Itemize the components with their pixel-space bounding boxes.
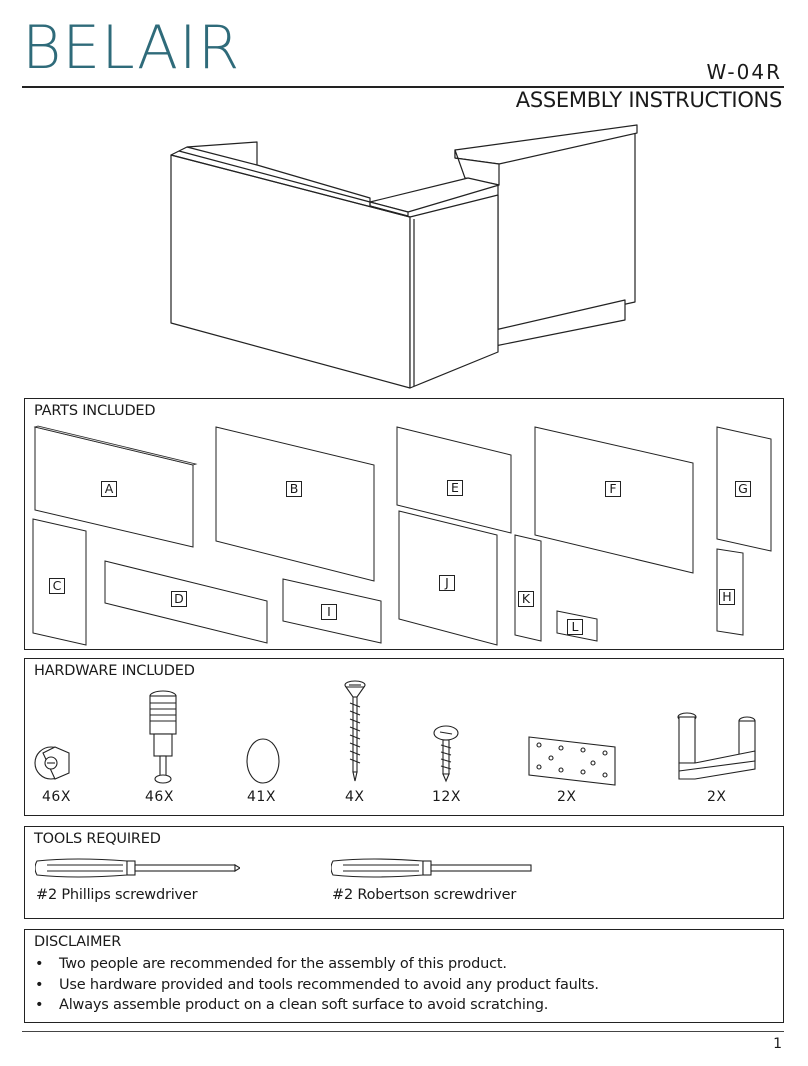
part-label-c: C <box>49 578 65 594</box>
part-label-i: I <box>321 604 337 620</box>
parts-included-panel <box>24 398 784 650</box>
hardware-included-panel <box>24 658 784 816</box>
mending-plate-icon <box>525 733 619 793</box>
bullet-icon: • <box>35 997 44 1013</box>
disclaimer-item: • Always assemble product on a clean soft surface to avoid scratching. <box>35 995 599 1016</box>
part-label-a: A <box>101 481 117 497</box>
phillips-screwdriver-label: #2 Phillips screwdriver <box>36 887 198 903</box>
hardware-qty-corner-bracket: 2X <box>707 789 727 805</box>
corner-bracket-icon <box>675 711 759 795</box>
part-label-j: J <box>439 575 455 591</box>
phillips-screwdriver-icon <box>35 857 240 883</box>
disclaimer-item: • Two people are recommended for the assembly of this product. <box>35 954 599 975</box>
part-label-l: L <box>567 619 583 635</box>
assembled-desk-illustration <box>165 120 645 395</box>
part-label-f: F <box>605 481 621 497</box>
hardware-qty-cam-lock: 46X <box>42 789 71 805</box>
part-label-b: B <box>286 481 302 497</box>
cam-lock-icon <box>33 739 77 789</box>
document-title: ASSEMBLY INSTRUCTIONS <box>515 88 782 112</box>
brand-logo: BELAIR <box>22 13 241 83</box>
part-label-e: E <box>447 480 463 496</box>
hardware-qty-wood-screw: 4X <box>345 789 365 805</box>
tools-required-title: TOOLS REQUIRED <box>34 831 161 847</box>
robertson-screwdriver-icon <box>331 857 536 883</box>
part-label-k: K <box>518 591 534 607</box>
bumper-pad-icon <box>243 737 283 791</box>
disclaimer-list <box>35 954 599 1016</box>
cam-bolt-icon <box>143 689 183 793</box>
parts-included-title: PARTS INCLUDED <box>34 403 156 419</box>
page-number: 1 <box>773 1036 782 1052</box>
bullet-icon: • <box>35 956 44 972</box>
disclaimer-panel <box>24 929 784 1023</box>
hardware-qty-bumper-pad: 41X <box>247 789 276 805</box>
hardware-included-title: HARDWARE INCLUDED <box>34 663 195 679</box>
part-label-g: G <box>735 481 751 497</box>
hardware-qty-short-screw: 12X <box>432 789 461 805</box>
disclaimer-item: • Use hardware provided and tools recommended to avoid any product faults. <box>35 975 599 996</box>
tools-required-panel <box>24 826 784 919</box>
robertson-screwdriver-label: #2 Robertson screwdriver <box>332 887 517 903</box>
hardware-qty-cam-bolt: 46X <box>145 789 174 805</box>
wood-screw-icon <box>343 679 367 791</box>
part-label-h: H <box>719 589 735 605</box>
short-screw-icon <box>433 725 459 791</box>
model-code: W-04R <box>706 60 782 84</box>
part-label-d: D <box>171 591 187 607</box>
bullet-icon: • <box>35 976 44 993</box>
hardware-qty-mending-plate: 2X <box>557 789 577 805</box>
disclaimer-title: DISCLAIMER <box>34 934 122 950</box>
footer-divider <box>22 1031 784 1032</box>
